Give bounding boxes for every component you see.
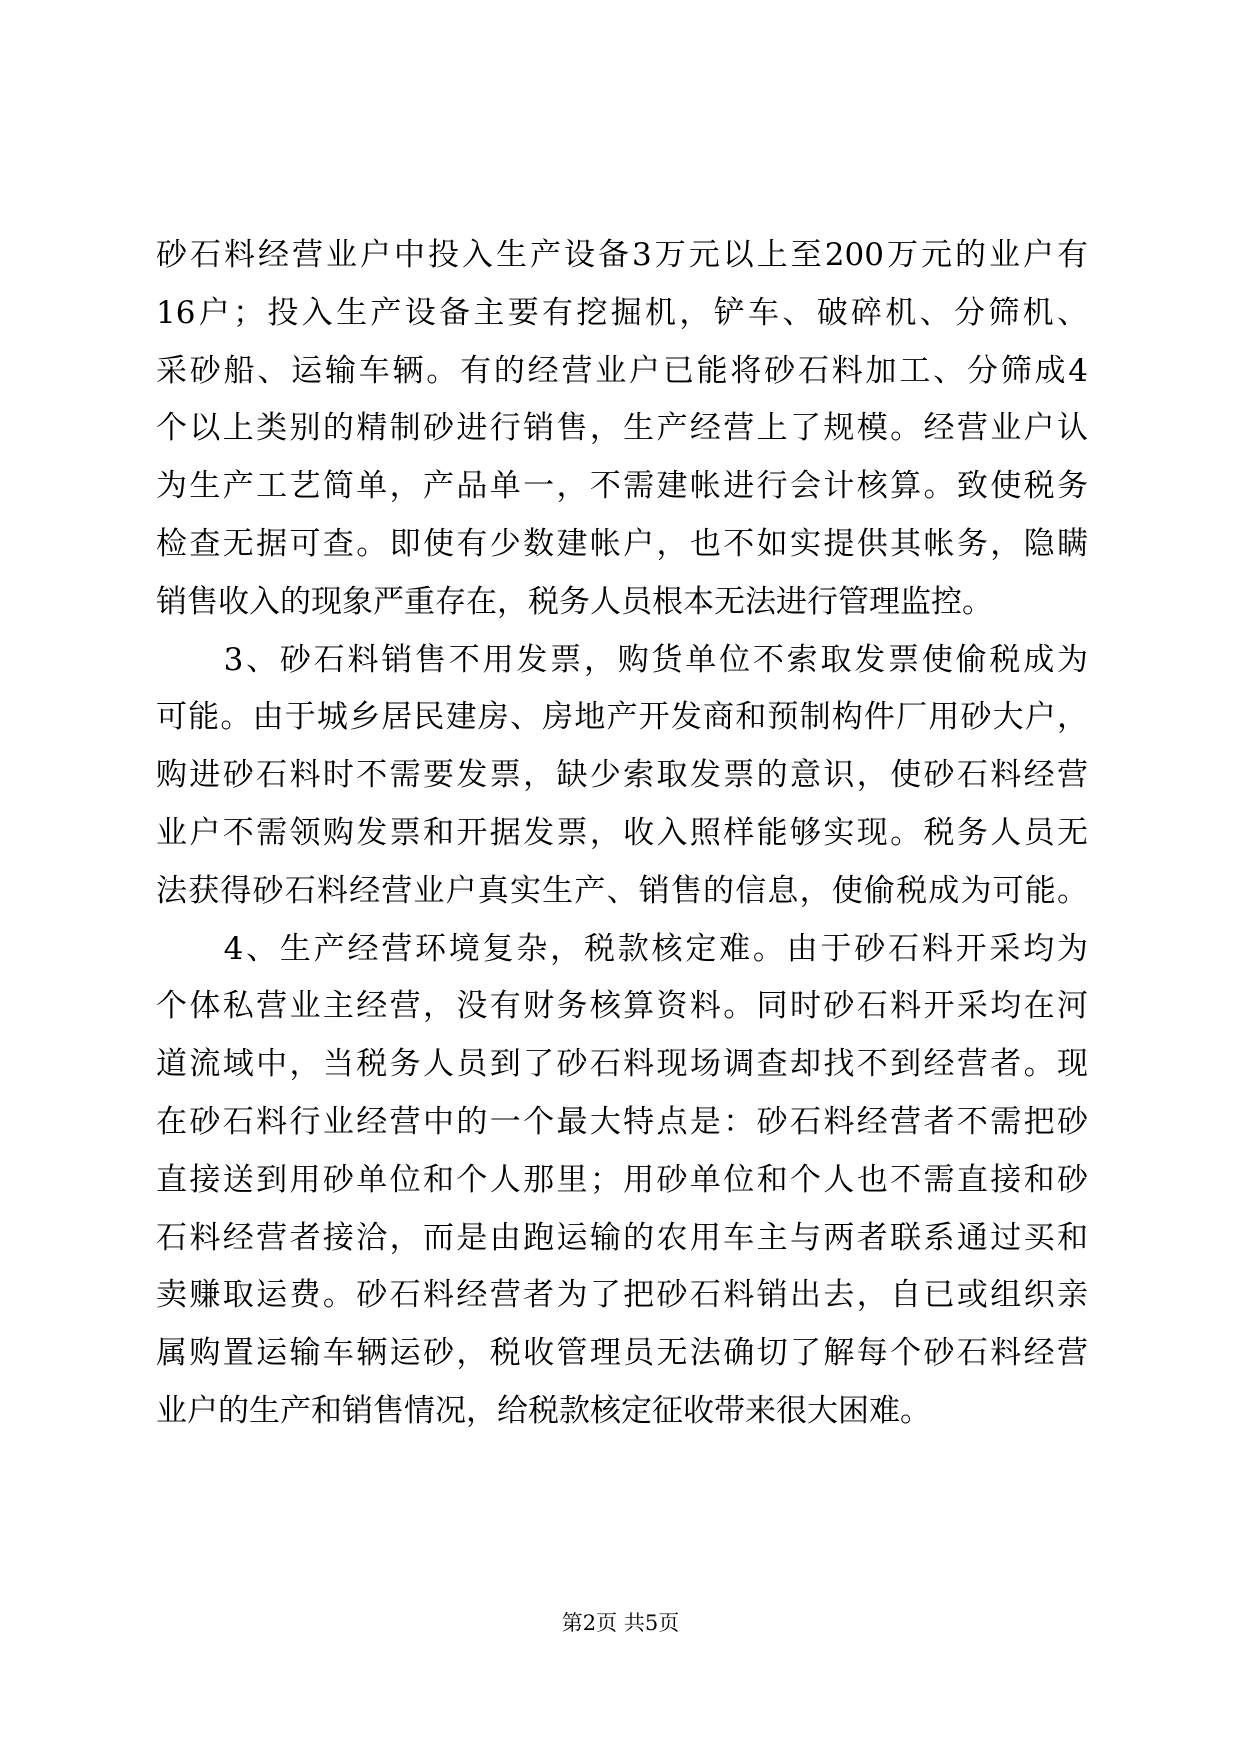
page-footer: 第2页 共5页: [561, 1611, 680, 1635]
text-line: 销售收入的现象严重存在，税务人员根本无法进行管理监控。: [156, 583, 993, 620]
text-line: 为生产工艺简单，产品单一，不需建帐进行会计核算。致使税务: [156, 468, 1088, 505]
text-line: 4、生产经营环境复杂，税款核定难。由于砂石料开采均为: [156, 930, 1088, 967]
text-line: 石料经营者接洽，而是由跑运输的农用车主与两者联系通过买和: [156, 1219, 1088, 1256]
text-line: 检查无据可查。即使有少数建帐户，也不如实提供其帐务，隐瞒: [156, 525, 1088, 562]
text-line: 个体私营业主经营，没有财务核算资料。同时砂石料开采均在河: [156, 988, 1088, 1025]
text-line: 个以上类别的精制砂进行销售，生产经营上了规模。经营业户认: [156, 410, 1088, 447]
text-line: 业户不需领购发票和开据发票，收入照样能够实现。税务人员无: [156, 814, 1088, 851]
text-line: 砂石料经营业户中投入生产设备3万元以上至200万元的业户有: [156, 237, 1088, 273]
text-line: 卖赚取运费。砂石料经营者为了把砂石料销出去，自已或组织亲: [156, 1277, 1088, 1314]
text-line: 法获得砂石料经营业户真实生产、销售的信息，使偷税成为可能。: [156, 872, 1088, 909]
text-line: 可能。由于城乡居民建房、房地产开发商和预制构件厂用砂大户，: [156, 699, 1088, 736]
text-line: 3、砂石料销售不用发票，购货单位不索取发票使偷税成为: [156, 641, 1088, 678]
text-line: 购进砂石料时不需要发票，缺少索取发票的意识，使砂石料经营: [156, 757, 1088, 794]
text-line: 属购置运输车辆运砂，税收管理员无法确切了解每个砂石料经营: [156, 1335, 1088, 1372]
text-line: 16户；投入生产设备主要有挖掘机，铲车、破碎机、分筛机、: [156, 294, 1088, 331]
text-line: 直接送到用砂单位和个人那里；用砂单位和个人也不需直接和砂: [156, 1161, 1088, 1198]
text-line: 在砂石料行业经营中的一个最大特点是：砂石料经营者不需把砂: [156, 1103, 1088, 1140]
body-text: [156, 227, 1088, 1441]
text-line: 道流域中，当税务人员到了砂石料现场调查却找不到经营者。现: [156, 1046, 1088, 1083]
text-line: 采砂船、运输车辆。有的经营业户已能将砂石料加工、分筛成4: [156, 352, 1088, 389]
text-line: 业户的生产和销售情况，给税款核定征收带来很大困难。: [156, 1392, 931, 1429]
